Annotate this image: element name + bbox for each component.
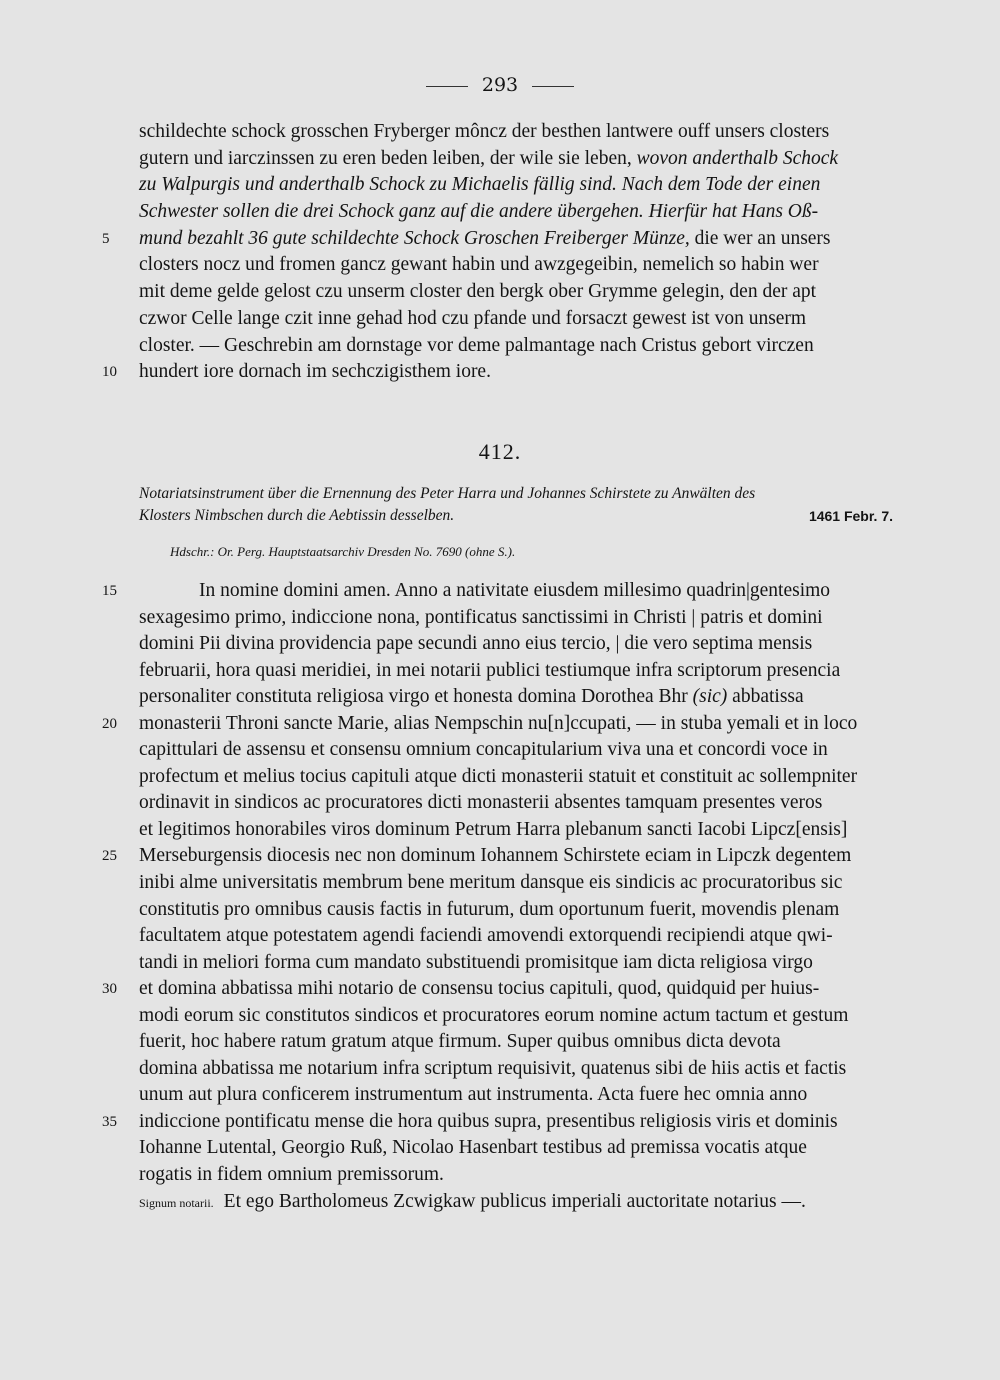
line-number: 10: [102, 364, 117, 381]
text-segment: personaliter constituta religiosa virgo et honesta domina Dorothea Bhr: [139, 686, 693, 708]
document-number: 412.: [478, 439, 522, 464]
text-line: [139, 146, 893, 173]
text-line: [139, 1029, 893, 1056]
text-segment: et domina abbatissa mihi notario de consensu tocius capituli, quod, quidquid per huius-: [139, 978, 820, 1000]
text-segment: domini Pii divina providencia pape secundi anno eius tercio, | die vero septima mensis: [139, 633, 813, 655]
text-line: [139, 119, 893, 146]
text-line: [139, 1082, 893, 1109]
text-segment: tandi in meliori forma cum mandato substituendi promisitque iam dicta religiosa virgo: [139, 951, 813, 973]
text-segment: hundert iore dornach im sechczigisthem iore.: [139, 361, 491, 383]
text-line: [139, 737, 893, 764]
text-segment: closters nocz und fromen gancz gewant habin und awzgegeibin, nemelich so habin wer: [139, 254, 819, 276]
line-number: 15: [102, 583, 117, 599]
text-line: [139, 631, 893, 658]
italic-text: mund bezahlt 36 gute schildechte Schock Groschen Freiberger Münze,: [139, 227, 690, 249]
document-date: 1461 Febr. 7.: [808, 508, 893, 524]
text-segment: Et ego Bartholomeus Zcwigkaw publicus imperiali auctoritate notarius —.: [223, 1190, 806, 1212]
signum-notarii-label: Signum notarii.: [139, 1195, 214, 1210]
text-line: [139, 950, 893, 977]
text-line: [139, 306, 893, 333]
text-line: [139, 1056, 893, 1083]
text-segment: In nomine domini amen. Anno a nativitate eiusdem millesimo quadrin|gentesimo: [199, 580, 831, 601]
text-line: [102, 359, 893, 386]
text-segment: inibi alme universitatis membrum bene meritum dansque eis sindicis ac procuratoribus sic: [139, 872, 843, 894]
text-line: [139, 1135, 893, 1162]
text-segment: closter. — Geschrebin am dornstage vor deme palmantage nach Cristus gebort virczen: [139, 334, 814, 356]
text-segment: capittulari de assensu et consensu omnium concapitularium viva una et concordi voce in: [139, 739, 828, 761]
text-segment: facultatem atque potestatem agendi faciendi amovendi extorquendi recipiendi atque qwi-: [139, 925, 833, 947]
text-line: [102, 976, 893, 1003]
document-summary: [139, 483, 893, 527]
italic-text: zu Walpurgis und anderthalb Schock zu Michaelis fällig sind. Nach dem Tode der einen: [139, 174, 821, 196]
line-number: 5: [102, 230, 110, 247]
text-segment: indiccione pontificatu mense die hora quibus supra, presentibus religiosis viris et dominis: [139, 1110, 838, 1132]
text-line: [139, 897, 893, 924]
text-line: [139, 252, 893, 279]
summary-line-2: [139, 505, 893, 527]
text-segment: rogatis in fidem omnium premissorum.: [139, 1164, 444, 1186]
text-segment: Iohanne Lutental, Georgio Ruß, Nicolao Hasenbart testibus ad premissa vocatis atque: [139, 1137, 807, 1159]
text-segment: sexagesimo primo, indiccione nona, pontificatus sanctissimi in Christi | patris et domini: [139, 606, 823, 628]
source-note: Hdschr.: Or. Perg. Hauptstaatsarchiv Dresden No. 7690 (ohne S.).: [170, 544, 516, 559]
continued-document-text: [102, 119, 893, 386]
text-segment: et legitimos honorabiles viros dominum Petrum Harra plebanum sancti Iacobi Lipcz[ensis]: [139, 818, 848, 840]
text-line: [139, 172, 893, 199]
text-line: [139, 1189, 893, 1216]
text-line: [139, 199, 893, 226]
text-line: [139, 658, 893, 685]
page-number: 293: [481, 74, 519, 96]
text-line: [139, 1162, 893, 1189]
italic-text: (sic): [692, 686, 728, 708]
italic-text: Schwester sollen die drei Schock ganz auf die andere übergehen. Hierfür hat Hans Oß-: [139, 201, 819, 223]
text-line: [139, 333, 893, 360]
text-segment: monasterii Throni sancte Marie, alias Nempschin nu[n]ccupati, — in stuba yemali et in loco: [139, 712, 858, 734]
italic-text: wovon anderthalb Schock: [636, 147, 839, 169]
line-number: 25: [102, 848, 117, 865]
text-line: [102, 843, 893, 870]
text-segment: constitutis pro omnibus causis factis in futurum, dum oportunum fuerit, movendis plenam: [139, 898, 840, 920]
line-number: 30: [102, 981, 117, 998]
line-number: 35: [102, 1113, 117, 1130]
text-line: [102, 1109, 893, 1136]
text-line: [139, 684, 893, 711]
text-segment: abbatissa: [727, 686, 804, 708]
text-segment: mit deme gelde gelost czu unserm closter den bergk ober Grymme gelegin, den der apt: [139, 281, 817, 303]
line-number: 20: [102, 715, 117, 732]
text-line: [139, 817, 893, 844]
text-segment: Merseburgensis diocesis nec non dominum Iohannem Schirstete eciam in Lipczk degentem: [139, 845, 852, 867]
document-text: [102, 578, 893, 1215]
text-line: [102, 578, 893, 605]
text-segment: ordinavit in sindicos ac procuratores dicti monasterii absentes tamquam presentes veros: [139, 792, 823, 814]
text-line: [139, 764, 893, 791]
text-line: [102, 711, 893, 738]
header-rule-right: [532, 86, 574, 87]
text-segment: czwor Celle lange czit inne gehad hod czu pfande und forsaczt gewest ist von unserm: [139, 307, 807, 329]
text-segment: unum aut plura conficerem instrumentum aut instrumenta. Acta fuere hec omnia anno: [139, 1084, 808, 1106]
text-line: [102, 226, 893, 253]
text-line: [139, 605, 893, 632]
text-segment: profectum et melius tocius capituli atque dicti monasterii statuit et constituit ac sollempniter: [139, 765, 858, 787]
text-segment: die wer an unsers: [689, 227, 831, 249]
summary-line-2-text: Klosters Nimbschen durch die Aebtissin desselben.: [139, 507, 455, 524]
text-segment: gutern und iarczinssen zu eren beden leiben, der wile sie leben,: [139, 147, 637, 169]
text-line: [139, 1003, 893, 1030]
summary-line-1: Notariatsinstrument über die Ernennung des Peter Harra und Johannes Schirstete zu Anwälten des: [139, 485, 756, 502]
page-header: [0, 74, 1000, 96]
text-line: [139, 279, 893, 306]
text-segment: schildechte schock grosschen Fryberger môncz der besthen lantwere ouff unsers closters: [139, 121, 830, 142]
header-rule-left: [426, 86, 468, 87]
text-segment: februarii, hora quasi meridiei, in mei notarii publici testiumque infra scriptorum presencia: [139, 659, 841, 681]
text-segment: fuerit, hoc habere ratum gratum atque firmum. Super quibus omnibus dicta devota: [139, 1031, 781, 1053]
text-line: [139, 923, 893, 950]
text-segment: domina abbatissa me notarium infra scriptum requisivit, quatenus sibi de hiis actis et factis: [139, 1057, 847, 1079]
text-segment: modi eorum sic constitutos sindicos et procuratores eorum nomine actum tactum et gestum: [139, 1004, 849, 1026]
text-line: [139, 790, 893, 817]
text-line: [139, 870, 893, 897]
